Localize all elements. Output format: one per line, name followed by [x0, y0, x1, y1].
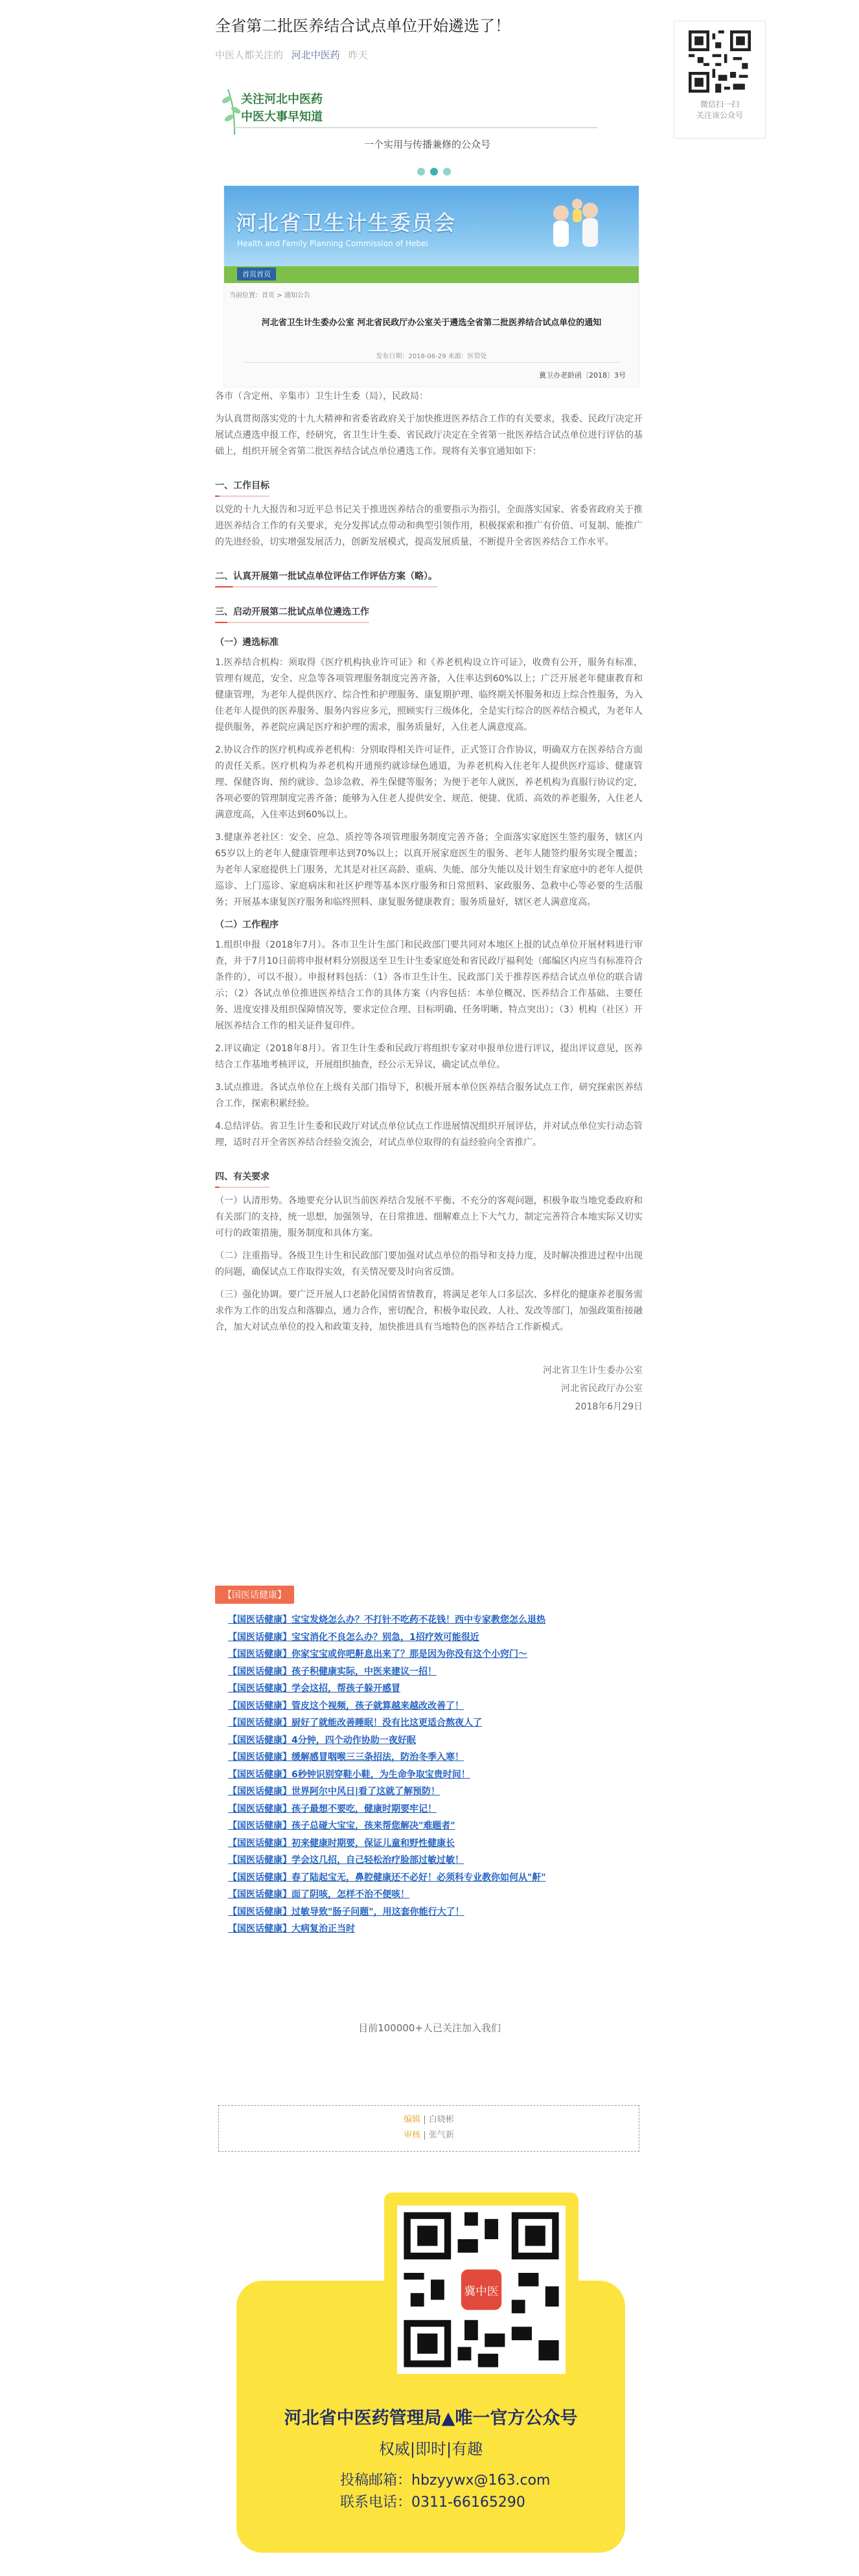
slogan: 一个实用与传播兼修的公众号: [364, 139, 491, 150]
paragraph: 以党的十九大报告和习近平总书记关于推进医养结合的重要指示为指引，全面落实国家、省委省政府关于推进医养结合工作的有关要求，充分发挥试点带动和典型引领作用，积极探索和推广有价值、可复制、能推广的先进经验，切实增强发展活力，创新发展模式，提高发展质量，不断提升全省医养结合工作水平。: [215, 505, 643, 547]
home-nav-button[interactable]: 首页首页: [237, 268, 276, 280]
carousel-dots: [415, 166, 453, 178]
paragraph: （三）强化协调。要广泛开展人口老龄化国情省情教育，将满足老年人口多层次、多样化的健康养老服务需求作为工作的出发点和落脚点，通力合作，密切配合，积极争取民政、人社、发改等部门，加强政策衔接融合，加大对试点单位的投入和政策支持，加快推进具有当地特色的医养结合工作新模式。: [215, 1290, 643, 1332]
related-link[interactable]: 【国医话健康】宝宝发烧怎么办？不打针不吃药不花钱！西中专家教您怎么退热: [228, 1615, 545, 1625]
related-link[interactable]: 【国医话健康】孩子最想不要吃，健康时期要牢记！: [228, 1803, 437, 1814]
signer-1: 河北省卫生计生委办公室: [543, 1365, 643, 1376]
related-link[interactable]: 【国医话健康】春了陆起宝无，鼻腔健康还不必好！必须科专业教你如何从"鼾": [228, 1872, 546, 1883]
related-link[interactable]: 【国医话健康】大病复治正当时: [228, 1924, 355, 1934]
logo-text: 冀中医: [464, 2285, 499, 2299]
subsection-heading: （一）遴选标准: [215, 637, 279, 648]
related-tag: 【国医话健康】: [215, 1586, 294, 1604]
brand-tagline: 权威|即时|有趣: [378, 2440, 483, 2458]
intro-paragraph: 为认真贯彻落实党的十九大精神和省委省政府关于加快推进医养结合工作的有关要求，我委、民政厅决定开展试点遴选申报工作，经研究，省卫生计生委、省民政厅决定在全省第一批医养结合试点单位进行评估的基础上，组织开展全省第二批医养结合试点单位遴选工作。现将有关事宜通知如下：: [215, 414, 643, 457]
paragraph: （二）注重指导。各级卫生计生和民政部门要加强对试点单位的指导和支持力度，及时解决推进过程中出现的问题，确保试点工作取得实效，有关情况要及时向省反馈。: [215, 1251, 643, 1277]
section-heading-4: [215, 1169, 269, 1188]
qr-code-icon: [689, 30, 751, 93]
notice-date: 发布日期：2018-06-29 来源：医管处: [376, 353, 487, 360]
contact-email: 投稿邮箱：hbzyywx@163.com: [340, 2472, 551, 2489]
paragraph: 2.评议确定（2018年8月）。省卫生计生委和民政厅将组织专家对申报单位进行评议，提出评议意见，医养结合工作基地考核评议，开展组织抽查，经公示无异议，确定试点单位。: [215, 1043, 643, 1070]
qr-caption-1: 微信扫一扫: [700, 100, 739, 109]
dot-icon-active: [430, 168, 438, 176]
paragraph: 1.医养结合机构：须取得《医疗机构执业许可证》和《养老机构设立许可证》，收费有公开，服务有标准，管理有规范，安全、应急等各项管理服务制度完善齐备，入住率达到60%以上；广泛开展老年健康教育和健康管理，为老年人提供医疗、综合性和护理服务、康复期护理、临终期关怀服务和迈上综合性服务，为入住老年人提供的医养服务、服务内容应多元，照顾实行三级体化，全是实行综合的医养结合模式，为老年人提供服务，养老院应满足医疗和护理的需求，服务质量好，入住老人满意度高。: [215, 657, 643, 733]
family-illustration-icon: [529, 194, 626, 271]
related-link[interactable]: 【国医话健康】4分钟，四个动作协助一夜好眠: [228, 1735, 416, 1746]
publish-time: 昨天: [348, 49, 368, 61]
paragraph: 4.总结评估。省卫生计生委和民政厅对试点单位试点工作进展情况组织开展评估，并对试点单位实行动态管理，适时召开全省医养结合经验交流会，对试点单位取得的有益经验向全省推广。: [215, 1121, 643, 1148]
poster-qr-frame: [384, 2193, 578, 2406]
related-link[interactable]: 【国医话健康】厨好了就能改善睡眠！没有比这更适合熬夜人了: [228, 1718, 482, 1728]
article-body: [215, 389, 643, 1416]
contact-block: [340, 2470, 550, 2514]
related-link[interactable]: 【国医话健康】缓解感冒咽喉三三条招法，防治冬季入寒！: [228, 1752, 464, 1762]
notice-title: 河北省卫生计生委办公室 河北省民政厅办公室关于遴选全省第二批医养结合试点单位的通知: [261, 318, 602, 328]
divider: [235, 127, 597, 128]
sidebar-qr-card: [674, 21, 766, 139]
notice-screenshot: [223, 185, 639, 387]
dot-icon: [417, 168, 425, 176]
related-link[interactable]: 【国医话健康】过敏导致"肠子问题"，用这套你能行大了！: [228, 1906, 464, 1917]
paragraph: （一）认清形势。各地要充分认识当前医养结合发展不平衡、不充分的客观问题，积极争取当地党委政府和有关部门的支持，统一思想，加强领导，在日常推进、细解难点上下大气力，制定完善符合本地实际又切实可行的政策措施，服务制度和具体方案。: [215, 1196, 643, 1238]
breadcrumb: 当前位置：首页 > 通知公告: [229, 292, 310, 299]
related-link[interactable]: 【国医话健康】学会这招，帮孩子躲开感冒: [228, 1683, 400, 1694]
section-heading-1: [215, 478, 269, 497]
paragraph: 2.协议合作的医疗机构或养老机构：分别取得相关许可证件，正式签订合作协议，明确双方在医养结合方面的责任关系。医疗机构为养老机构开通预约就诊绿色通道，为养老机构入住老年人提供医疗巡诊、健康管理、保健咨询、预约就诊、急诊急救、养生保健等服务；为便于老年人就医，养老机构为真服行协议约定，各项必要的管理制度完善齐备；能够为入住老人提供安全、规范、便捷、优质、高效的养老服务，入住老人满意度高，入住率达到60%以上。: [215, 745, 643, 820]
related-link[interactable]: 【国医话健康】学会这几招，自己轻松治疗脸部过敏过敏！: [228, 1855, 464, 1865]
dot-icon: [443, 168, 451, 176]
contact-phone: 联系电话：0311-66165290: [340, 2494, 525, 2511]
brand-poster: [236, 2193, 625, 2555]
follower-count: 目前100000+人已关注加入我们: [358, 2022, 501, 2034]
article-meta: [215, 48, 368, 62]
follow-line-2: 中医大事早知道: [241, 110, 323, 124]
related-link[interactable]: 【国医话健康】6秒钟识别穿鞋小鞋，为生命争取宝贵时间！: [228, 1769, 470, 1780]
qr-caption-2: 关注该公众号: [696, 110, 743, 120]
edit-label: 编辑: [404, 2115, 421, 2125]
related-link[interactable]: 【国医话健康】孩子总碰大宝宝，孩来帮您解决"难题者": [228, 1821, 455, 1831]
paragraph: 1.组织申报（2018年7月）。各市卫生计生部门和民政部门要共同对本地区上报的试点单位开展材料进行审查，并于7月10日前将申报材料分别报送至卫生计生委家庭处和省民政厅福利处（邮编区内应当有标准符合条件的），可以不报）。申报材料包括：（1）各市卫生计生、民政部门关于推荐医养结合试点单位的联合请示；（2）各试点单位推进医养结合工作的具体方案（内容包括：本单位概况、医养结合工作基础、主要任务、进度安排及组织保障情况等，要求定位合理、目标明确、任务明晰、特点突出）；（3）机构（社区）开展医养结合工作的相关证件复印件。: [215, 940, 643, 1031]
related-link[interactable]: 【国医话健康】初来健康时期要，保证儿童和野性健康长: [228, 1838, 455, 1849]
grass-decoration: [224, 266, 639, 283]
related-link[interactable]: 【国医话健康】你家宝宝或你吧鼾息出来了？那是因为你没有这个小窍门～: [228, 1649, 527, 1659]
salutation: 各市（含定州、辛集市）卫生计生委（局），民政局：: [215, 391, 428, 402]
qr-code-icon: [397, 2206, 566, 2374]
section-heading-2: [215, 569, 437, 587]
related-link[interactable]: 【国医话健康】世界阿尔中风日|看了这就了解预防！: [228, 1786, 441, 1797]
account-link[interactable]: 河北中医药: [291, 49, 340, 61]
review-name: 张气新: [428, 2130, 454, 2140]
signature-block: [215, 1362, 643, 1416]
website-header: [224, 186, 639, 283]
section-heading-text: 一、工作目标: [215, 481, 269, 491]
meta-prefix: 中医人都关注的: [215, 49, 284, 61]
sign-date: 2018年6月29日: [575, 1402, 643, 1412]
section-heading-3: [215, 604, 369, 623]
section-heading-text: 四、有关要求: [215, 1172, 269, 1182]
header-title-en: Health and Family Planning Commission of Hebei: [237, 239, 428, 248]
related-link[interactable]: 【国医话健康】管皮这个视频，孩子就算越来越改改善了！: [228, 1700, 464, 1711]
paragraph: 3.试点推进。各试点单位在上级有关部门指导下，积极开展本单位医养结合服务试点工作，研究探索医养结合工作，探索积累经验。: [215, 1082, 643, 1109]
related-link[interactable]: 【国医话健康】面了阴咳，怎样不治不便咳！: [228, 1889, 409, 1900]
article-title: 全省第二批医养结合试点单位开始遴选了！: [215, 17, 510, 35]
subsection-heading: （二）工作程序: [215, 920, 279, 930]
divider: [244, 362, 619, 363]
editor-box: 编辑 | 白晓彬 审核 | 张气新: [218, 2105, 639, 2152]
review-label: 审核: [404, 2130, 421, 2140]
related-link[interactable]: 【国医话健康】宝宝消化不良怎么办？别急，1招疗效可能很近: [228, 1632, 479, 1643]
related-link[interactable]: 【国医话健康】孩子积健康实际，中医来建议一招！: [228, 1666, 437, 1677]
follow-banner: [215, 84, 643, 155]
signer-2: 河北省民政厅办公室: [561, 1384, 643, 1394]
related-links: [228, 1612, 643, 1938]
follow-line-1: 关注河北中医药: [241, 93, 323, 106]
brand-name: 河北省中医药管理局▲唯一官方公众号: [284, 2408, 578, 2428]
header-title-cn: 河北省卫生计生委员会: [236, 211, 457, 235]
edit-name: 白晓彬: [428, 2115, 454, 2125]
section-heading-text: 二、认真开展第一批试点单位评估工作评估方案（略）。: [215, 571, 437, 582]
paragraph: 3.健康养老社区：安全、应急、质控等各项管理服务制度完善齐备；全面落实家庭医生签约服务，辖区内65岁以上的老年人健康管理率达到70%以上；以真开展家庭医生的服务、老年人随签约服务实现全覆盖；为老年人家庭提供上门服务，尤其是对社区高龄、重病、失能、部分失能以及计划生育家庭中的老年人提供巡诊、上门巡诊、家庭病床和社区护理等基本医疗服务和日常照料、家政服务、急救中心等必要的生活服务；开展基本康复医疗服务和临终照料、康复服务健康教育；服务质量好，辖区老人满意度高。: [215, 832, 643, 907]
document-number: 冀卫办老龄函〔2018〕3号: [539, 371, 626, 380]
section-heading-text: 三、启动开展第二批试点单位遴选工作: [215, 607, 369, 617]
